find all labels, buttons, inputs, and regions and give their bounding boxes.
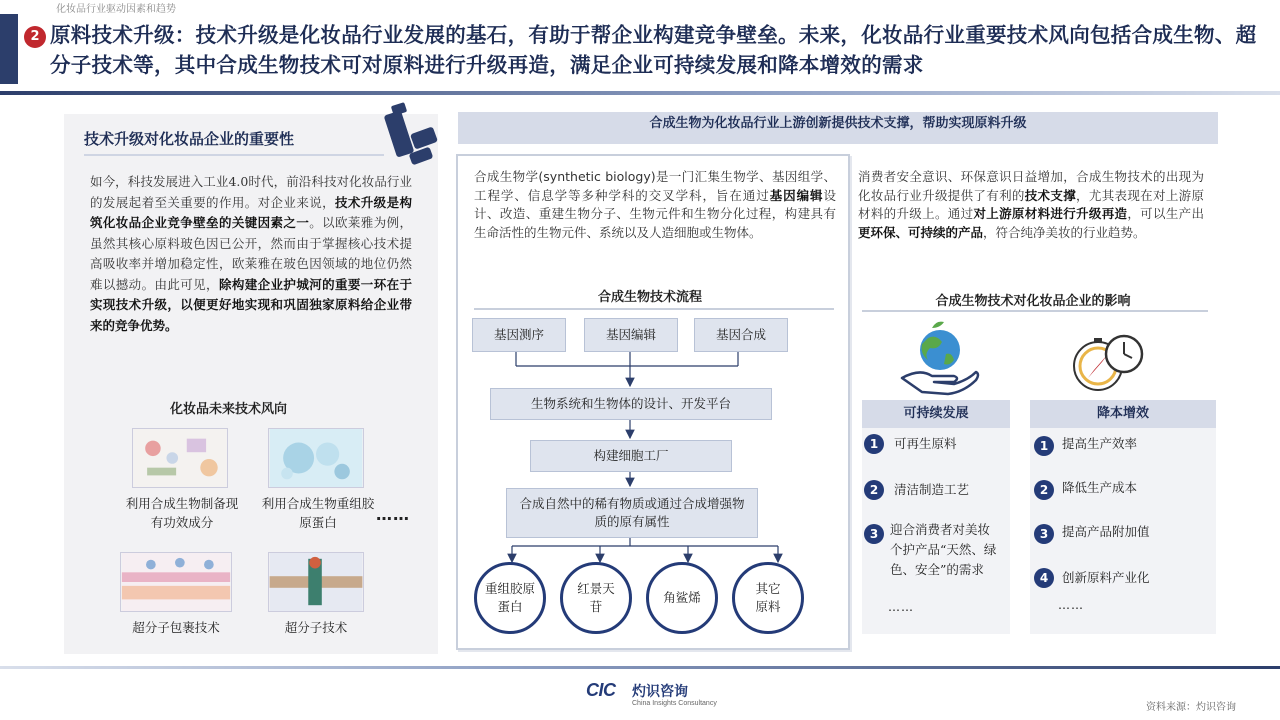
- title-accent-bar: [0, 14, 18, 84]
- left-panel-title: 技术升级对化妆品企业的重要性: [84, 130, 295, 148]
- flow-product-squalene-label: 角鲨烯: [663, 590, 701, 605]
- flow-product-collagen: [474, 562, 546, 634]
- sustain-item-1: 可再生原料: [894, 436, 957, 451]
- section-number-badge: 2: [24, 26, 46, 48]
- cost-item-4: 创新原料产业化: [1062, 570, 1150, 585]
- cost-item-1-badge: 1: [1034, 436, 1054, 456]
- impact-text-3: ，可以生产出: [1127, 206, 1204, 221]
- flow-step-gene-sequencing: 基因测序: [472, 318, 566, 352]
- left-panel-divider: [84, 154, 384, 156]
- sustain-item-1-badge: 1: [864, 434, 884, 454]
- cost-efficiency-column-header: 降本增效: [1030, 400, 1216, 428]
- impact-title-divider: [862, 310, 1208, 312]
- thumb-caption-synbio-ingredients: 利用合成生物制备现有功效成分: [125, 496, 239, 530]
- page-title: 原料技术升级：技术升级是化妆品行业发展的基石，有助于帮企业构建竞争壁垒。未来，化妆品行业重要技术风向包括合成生物、超分子技术等，其中合成生物技术可对原料进行升级再造，满足企业可持续发展和降本增效的需求: [50, 23, 1257, 77]
- logo-mark: CIC: [586, 680, 616, 700]
- sustain-item-2-badge: 2: [864, 480, 884, 500]
- cost-item-1: 提高生产效率: [1062, 436, 1138, 451]
- cost-item-4-badge: 4: [1034, 568, 1054, 588]
- cost-item-3: 提高产品附加值: [1062, 524, 1150, 539]
- synbio-banner: [458, 112, 1218, 144]
- impact-bold-2: 对上游原材料进行升级再造: [973, 206, 1128, 221]
- compass-clock-icon: [1068, 326, 1148, 396]
- flow-product-squalene: [646, 562, 718, 634]
- cic-logo: [586, 680, 717, 710]
- flow-step-gene-synthesis: 基因合成: [694, 318, 788, 352]
- impact-text-4: ，符合纯净美妆的行业趋势。: [983, 224, 1146, 240]
- impact-description: [858, 168, 1204, 242]
- sustainability-column-header: 可持续发展: [862, 400, 1010, 428]
- title-divider: [0, 91, 1280, 95]
- synbio-definition-bold-1: 基因编辑: [769, 187, 824, 203]
- future-tech-title: 化妆品未来技术风向: [170, 402, 288, 417]
- flow-step-gene-editing: 基因编辑: [584, 318, 678, 352]
- left-body-bold-2: 除构建企业护城河的重要一环在于实现技术升级，以便更好地实现和巩固独家原料给企业带来的竞争优势。: [90, 276, 412, 333]
- left-panel-body: [90, 172, 412, 336]
- synbio-definition-text-2: 设计、改造、重建生物分子、生物元件和生物分化过程，构建具有生命活性的生物元件、系统以及人造细胞或生物体。: [474, 187, 836, 240]
- synbio-definition: [474, 168, 836, 242]
- logo-english-name: China Insights Consultancy: [632, 700, 717, 707]
- synbio-definition-text-1: 合成生物学(synthetic biology)是一门汇集生物学、基因组学、工程学、信息学等多种学科的交叉学科，旨在通过: [474, 169, 836, 203]
- flow-title: 合成生物技术流程: [597, 290, 702, 305]
- thumb-supramolecular-image: [268, 552, 364, 612]
- sustain-item-3-badge: 3: [864, 524, 884, 544]
- footer-divider: [0, 666, 1280, 669]
- synbio-banner-text: 合成生物为化妆品行业上游创新提供技术支撑，帮助实现原料升级: [649, 116, 1027, 131]
- thumb-synbio-ingredients-image: [132, 428, 228, 488]
- left-body-text-2: 。以欧莱雅为例，虽然其核心原料玻色因已公开，然而由于掌握核心技术提高吸收率并增加稳定性，欧莱雅在玻色因领域的地位仍然难以撼动。由此可见，: [90, 215, 412, 292]
- flow-step-design-platform: 生物系统和生物体的设计、开发平台: [490, 388, 772, 420]
- flow-product-other-label: 其它原料: [755, 581, 781, 614]
- thumb-caption-collagen: 利用合成生物重组胶原蛋白: [261, 496, 375, 530]
- sustain-item-2: 清洁制造工艺: [894, 482, 970, 497]
- thumb-caption-supramolecular: 超分子技术: [284, 620, 348, 635]
- thumb-supramolecular-wrap-image: [120, 552, 232, 612]
- flow-product-collagen-label: 重组胶原蛋白: [484, 581, 535, 614]
- sustain-ellipsis: ……: [888, 600, 914, 614]
- impact-bold-1: 技术支撑: [1024, 187, 1077, 203]
- cost-item-2: 降低生产成本: [1062, 480, 1138, 495]
- flow-step-cell-factory: 构建细胞工厂: [530, 440, 732, 472]
- globe-in-hand-icon: [896, 320, 980, 396]
- thumb-collagen-image: [268, 428, 364, 488]
- impact-text-1: 消费者安全意识、环保意识日益增加，合成生物技术的出现为化妆品行业升级提供了有利的: [858, 169, 1204, 203]
- impact-title: 合成生物技术对化妆品企业的影响: [935, 294, 1131, 309]
- cost-item-2-badge: 2: [1034, 480, 1054, 500]
- impact-bold-3: 更环保、可持续的产品: [858, 224, 984, 240]
- flow-title-divider: [474, 308, 834, 310]
- flow-product-other: [732, 562, 804, 634]
- thumb-caption-supramolecular-wrap: 超分子包裹技术: [132, 620, 220, 635]
- cost-item-3-badge: 3: [1034, 524, 1054, 544]
- left-body-text-1: 如今，科技发展进入工业4.0时代，前沿科技对化妆品行业的发展起着至关重要的作用。对企业来说，: [90, 174, 412, 210]
- future-tech-ellipsis: ……: [376, 505, 410, 524]
- cost-ellipsis: ……: [1058, 598, 1084, 612]
- flow-product-salidroside: [560, 562, 632, 634]
- flow-step-synthesis: 合成自然中的稀有物质或通过合成增强物质的原有属性: [506, 488, 758, 538]
- flow-product-salidroside-label: 红景天苷: [577, 581, 615, 614]
- impact-text-2: ，尤其表现在对上游原材料的升级上。通过: [858, 187, 1204, 221]
- left-body-bold-1: 技术升级是构筑化妆品企业竞争壁垒的关键因素之一: [90, 194, 412, 230]
- breadcrumb: 化妆品行业驱动因素和趋势: [56, 4, 176, 15]
- logo-chinese-name: 灼识咨询: [632, 684, 688, 700]
- cosmetics-icon: [382, 100, 442, 170]
- sustain-item-3: 迎合消费者对美妆个护产品“天然、绿色、安全”的需求: [890, 522, 997, 577]
- source-note: 资料来源：灼识咨询: [1146, 702, 1236, 713]
